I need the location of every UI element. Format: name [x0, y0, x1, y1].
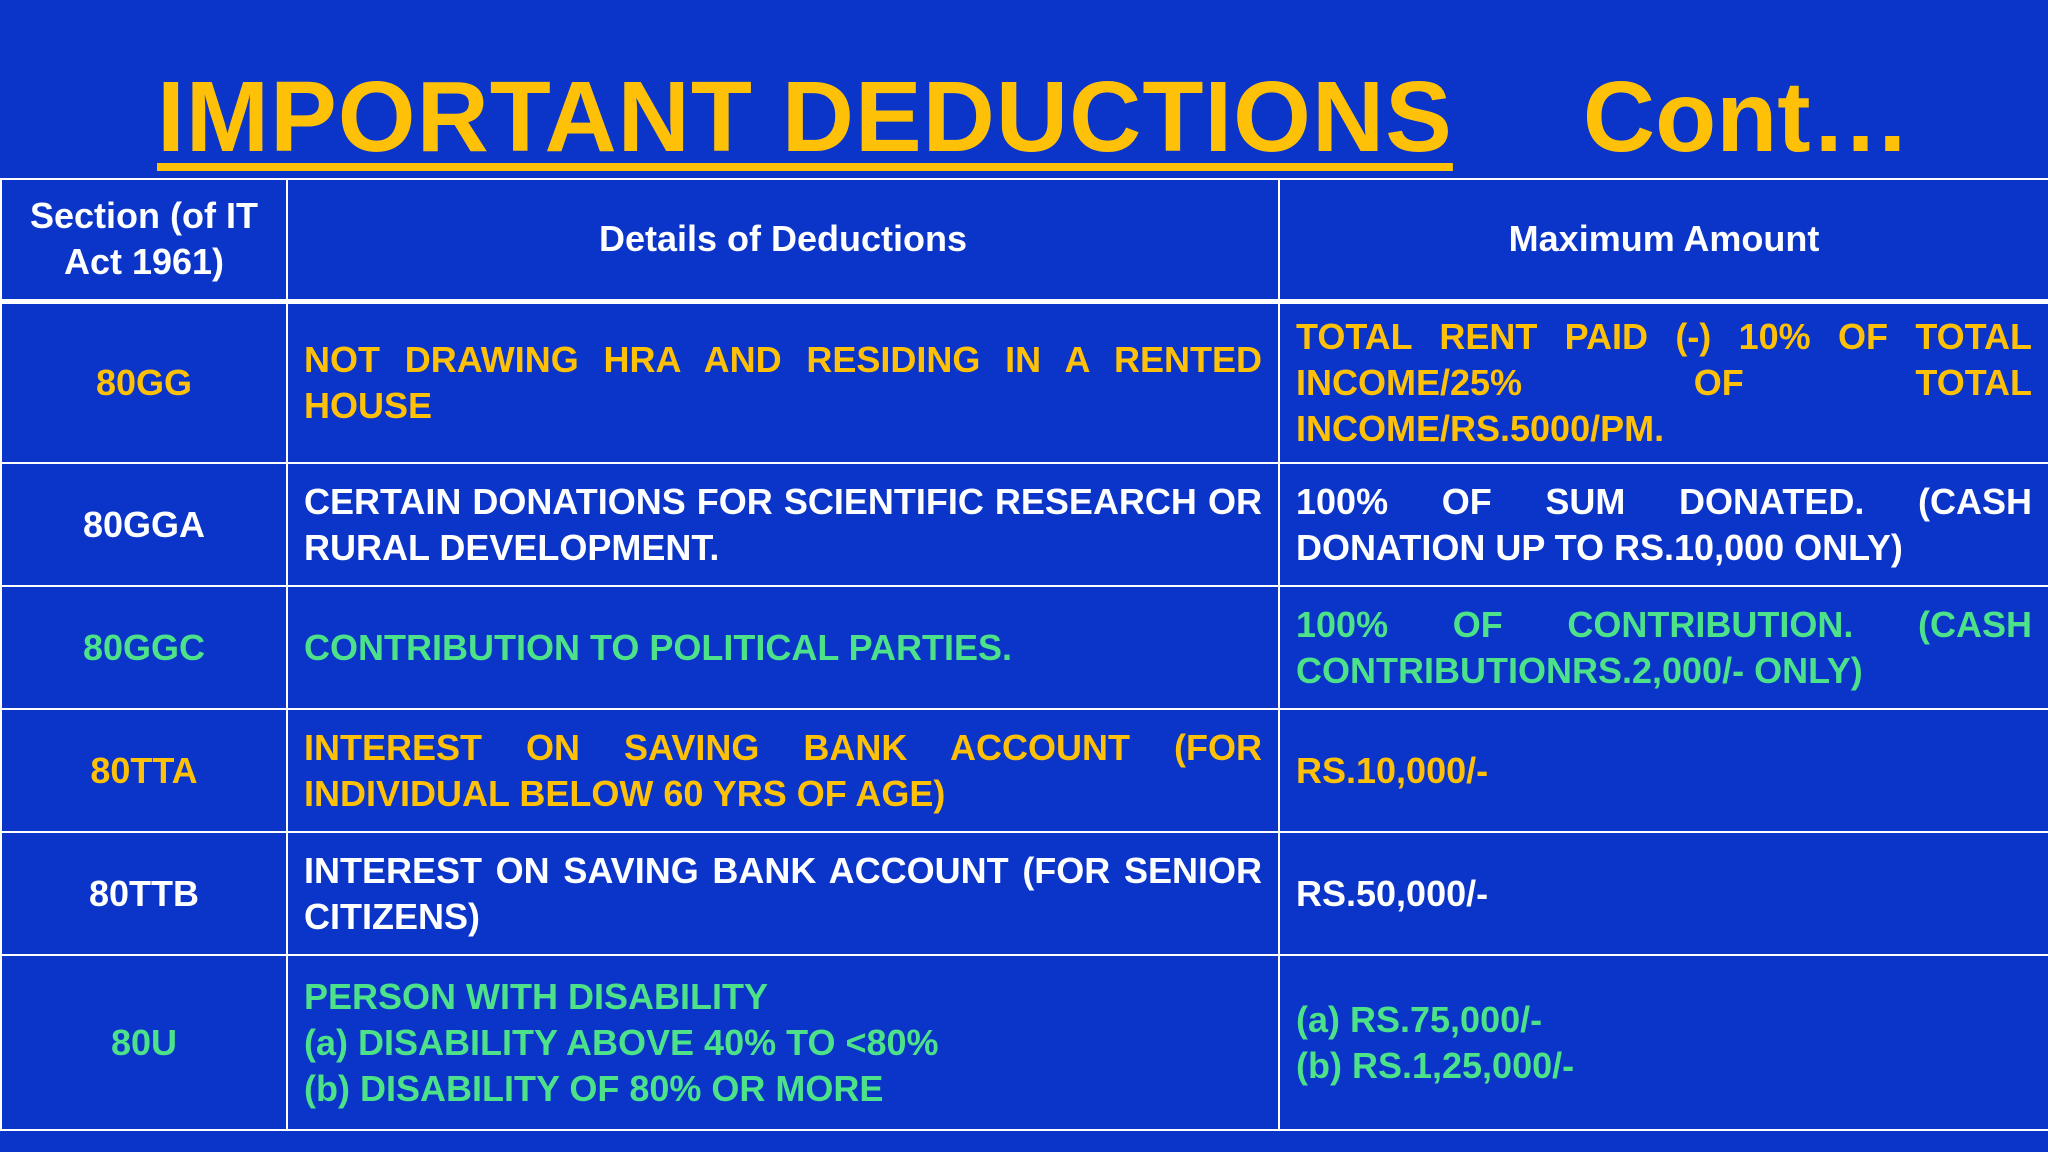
table-row — [1, 955, 2048, 1130]
maximum-cell — [1279, 955, 2048, 1130]
details-cell: INTEREST ON SAVING BANK ACCOUNT (FOR SENIOR CITIZENS) — [287, 832, 1279, 955]
table-row — [1, 301, 2048, 463]
details-line: PERSON WITH DISABILITY — [304, 975, 769, 1017]
page-title: IMPORTANT DEDUCTIONS — [157, 61, 1453, 173]
title-row — [157, 62, 1911, 182]
title-continued: Cont… — [1582, 61, 1911, 173]
header-section — [1, 179, 287, 301]
header-section-line1: Section (of IT — [30, 195, 258, 237]
table-row — [1, 832, 2048, 955]
details-cell: CERTAIN DONATIONS FOR SCIENTIFIC RESEARCH OR RURAL DEVELOPMENT. — [287, 463, 1279, 586]
maximum-cell: 100% OF SUM DONATED. (CASH DONATION UP TO RS.10,000 ONLY) — [1279, 463, 2048, 586]
table-row — [1, 709, 2048, 832]
section-cell: 80GGC — [1, 586, 287, 709]
maximum-cell: TOTAL RENT PAID (-) 10% OF TOTAL INCOME/25% OF TOTAL INCOME/RS.5000/PM. — [1279, 301, 2048, 463]
maximum-cell: 100% OF CONTRIBUTION. (CASH CONTRIBUTIONRS.2,000/- ONLY) — [1279, 586, 2048, 709]
maximum-cell: RS.50,000/- — [1279, 832, 2048, 955]
header-section-line2: Act 1961) — [63, 241, 225, 283]
details-cell: CONTRIBUTION TO POLITICAL PARTIES. — [287, 586, 1279, 709]
section-cell: 80TTA — [1, 709, 287, 832]
table-row — [1, 586, 2048, 709]
details-cell — [287, 955, 1279, 1130]
table-header-row — [1, 179, 2048, 301]
section-cell: 80GG — [1, 301, 287, 463]
header-details: Details of Deductions — [287, 179, 1279, 301]
table-row — [1, 463, 2048, 586]
details-cell: INTEREST ON SAVING BANK ACCOUNT (FOR INDIVIDUAL BELOW 60 YRS OF AGE) — [287, 709, 1279, 832]
section-cell: 80TTB — [1, 832, 287, 955]
details-line: (b) DISABILITY OF 80% OR MORE — [304, 1067, 884, 1109]
maximum-line: (a) RS.75,000/- — [1296, 998, 1543, 1040]
deductions-table — [0, 178, 2048, 1131]
details-line: (a) DISABILITY ABOVE 40% TO <80% — [304, 1021, 939, 1063]
header-maximum: Maximum Amount — [1279, 179, 2048, 301]
maximum-line: (b) RS.1,25,000/- — [1296, 1044, 1575, 1086]
maximum-cell: RS.10,000/- — [1279, 709, 2048, 832]
section-cell: 80GGA — [1, 463, 287, 586]
details-cell: NOT DRAWING HRA AND RESIDING IN A RENTED HOUSE — [287, 301, 1279, 463]
section-cell: 80U — [1, 955, 287, 1130]
